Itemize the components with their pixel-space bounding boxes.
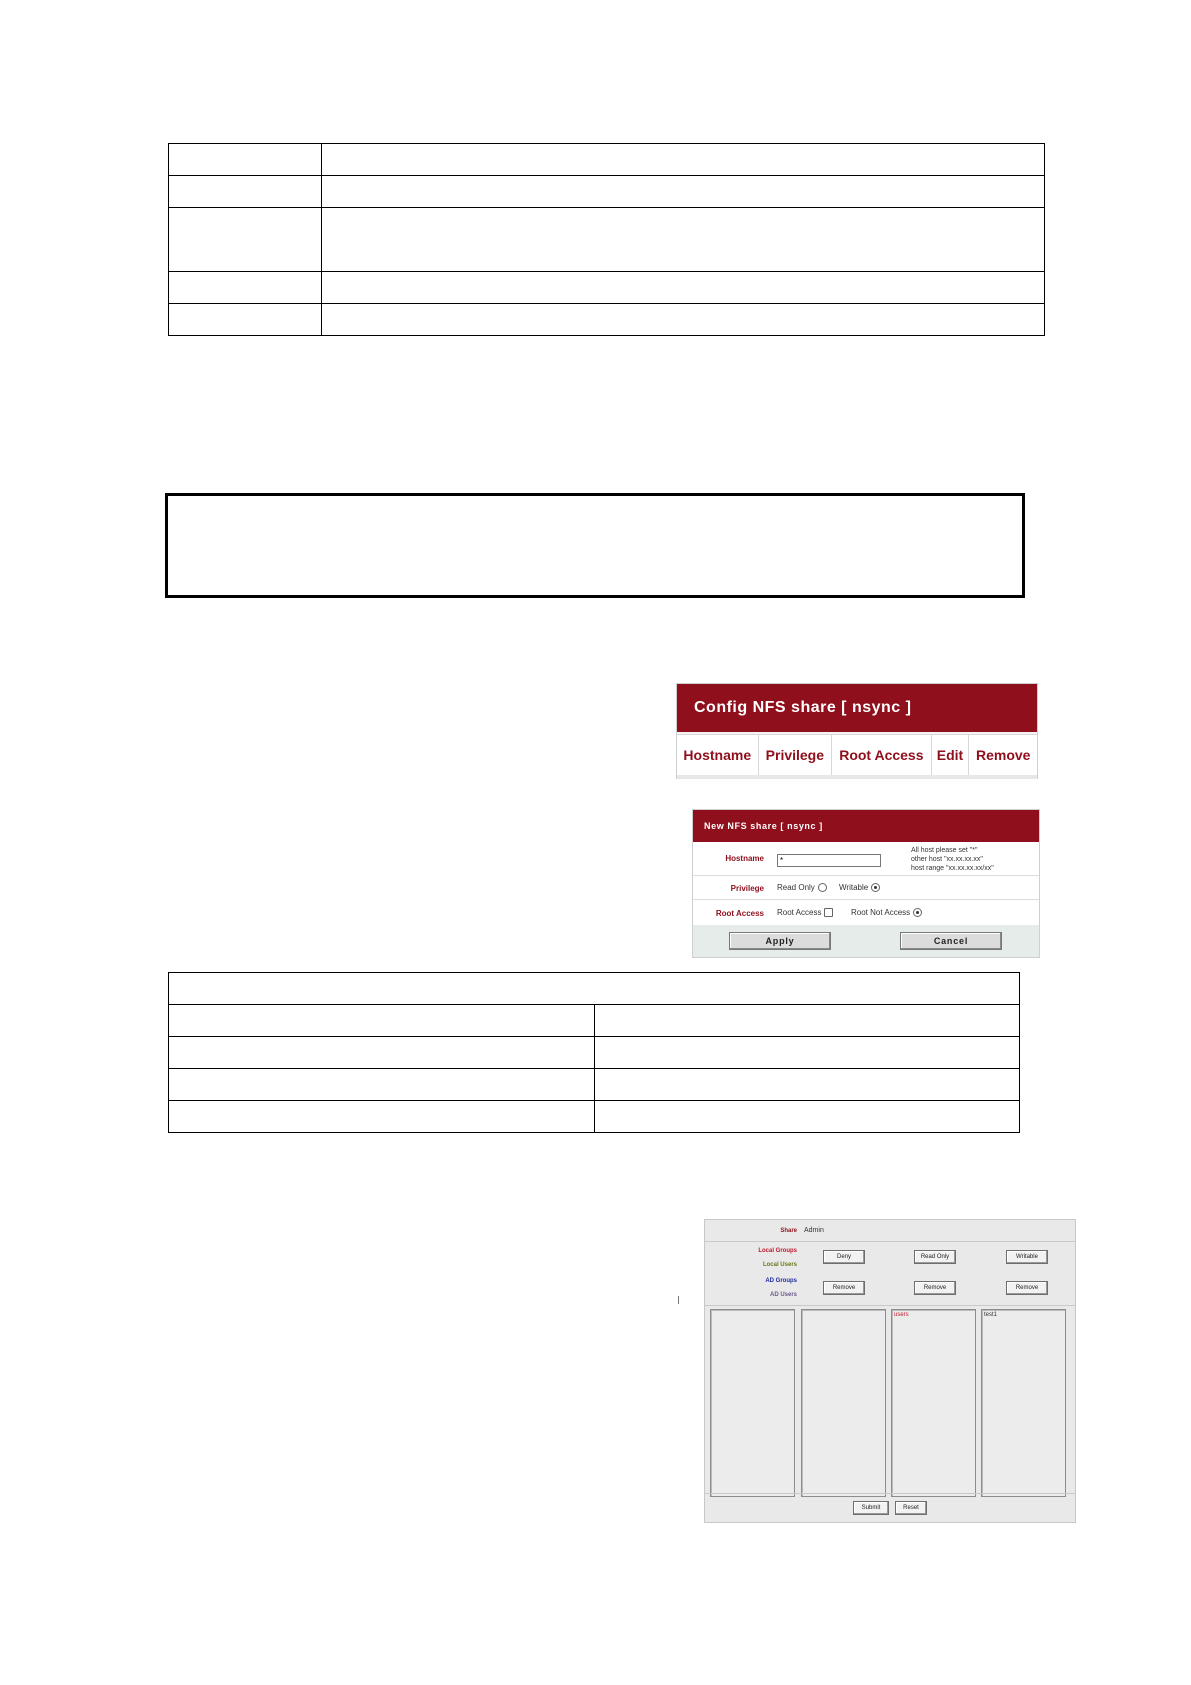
reset-button[interactable]: Reset [895,1501,927,1515]
new-nfs-title: New NFS share [ nsync ] [693,810,1039,842]
list-item[interactable]: users [894,1312,909,1318]
share-label: Share [780,1228,797,1234]
table-cell [322,208,1045,272]
privilege-label: Privilege [730,884,764,893]
remove-writable-button[interactable]: Remove [1006,1281,1048,1295]
table-cell [169,304,322,336]
table-cell [169,208,322,272]
acl-controls [705,1242,1075,1306]
local-groups-label[interactable]: Local Groups [758,1248,797,1254]
read-only-list[interactable] [891,1309,976,1497]
hint-line: host range "xx.xx.xx.xx/xx" [911,865,994,872]
privilege-row [693,876,1039,900]
table-cell [322,176,1045,208]
table-cell [169,176,322,208]
root-access-option-label: Root Access [777,908,822,917]
table-cell [169,1037,595,1069]
share-acl-panel [704,1219,1076,1523]
middle-table [168,972,1020,1133]
table-cell [595,1037,1020,1069]
deny-list[interactable] [801,1309,886,1497]
hostname-row [693,842,1039,876]
table-cell [322,272,1045,304]
writable-radio[interactable] [871,883,880,892]
table-cell [169,1005,595,1037]
local-users-label[interactable]: Local Users [762,1262,797,1268]
scan-mark [678,1296,679,1304]
table-cell [595,1101,1020,1133]
writable-label: Writable [839,883,869,892]
deny-button[interactable]: Deny [823,1250,865,1264]
config-nfs-share-panel [676,683,1038,779]
root-not-access-option[interactable] [851,908,922,917]
read-only-label: Read Only [777,883,815,892]
read-only-button[interactable]: Read Only [914,1250,956,1264]
table-cell [169,1101,595,1133]
table-cell [595,1005,1020,1037]
root-access-option[interactable] [777,908,833,917]
new-nfs-share-panel [692,809,1040,958]
column-remove: Remove [975,747,1031,763]
column-privilege: Privilege [759,735,833,775]
available-list[interactable] [710,1309,795,1497]
hostname-label: Hostname [725,854,764,863]
hostname-hint [911,846,994,873]
root-not-access-radio[interactable] [913,908,922,917]
share-value: Admin [804,1227,824,1234]
acl-footer [705,1493,1075,1522]
table-cell [169,1069,595,1101]
ad-users-label[interactable]: AD Users [769,1292,797,1298]
cancel-button[interactable]: Cancel [900,932,1002,950]
read-only-option[interactable] [777,883,827,892]
hostname-input[interactable] [777,854,881,867]
hint-line: All host please set "*" [911,847,978,854]
table-cell [169,973,1020,1005]
config-nfs-title: Config NFS share [ nsync ] [677,684,1037,732]
read-only-radio[interactable] [818,883,827,892]
remove-read-only-button[interactable]: Remove [914,1281,956,1295]
column-hostname: Hostname [677,735,759,775]
remove-deny-button[interactable]: Remove [823,1281,865,1295]
root-access-label: Root Access [715,909,764,918]
button-bar [693,925,1039,957]
root-access-radio[interactable] [824,908,833,917]
table-cell [595,1069,1020,1101]
list-item[interactable]: test1 [984,1312,998,1318]
ad-groups-label[interactable]: AD Groups [765,1278,797,1284]
share-row [705,1220,1075,1242]
hint-line: other host "xx.xx.xx.xx" [911,856,983,863]
apply-button[interactable]: Apply [729,932,831,950]
column-edit: Edit [932,735,970,775]
submit-button[interactable]: Submit [853,1501,889,1515]
root-access-row [693,900,1039,926]
writable-button[interactable]: Writable [1006,1250,1048,1264]
root-not-access-label: Root Not Access [851,908,911,917]
table-cell [169,144,322,176]
note-box [165,493,1025,598]
writable-list[interactable] [981,1309,1066,1497]
top-table [168,143,1045,336]
config-nfs-header-row [677,734,1037,779]
writable-option[interactable] [839,883,880,892]
column-root-access: Root Access [832,735,931,775]
table-cell [322,304,1045,336]
table-cell [169,272,322,304]
table-cell [322,144,1045,176]
